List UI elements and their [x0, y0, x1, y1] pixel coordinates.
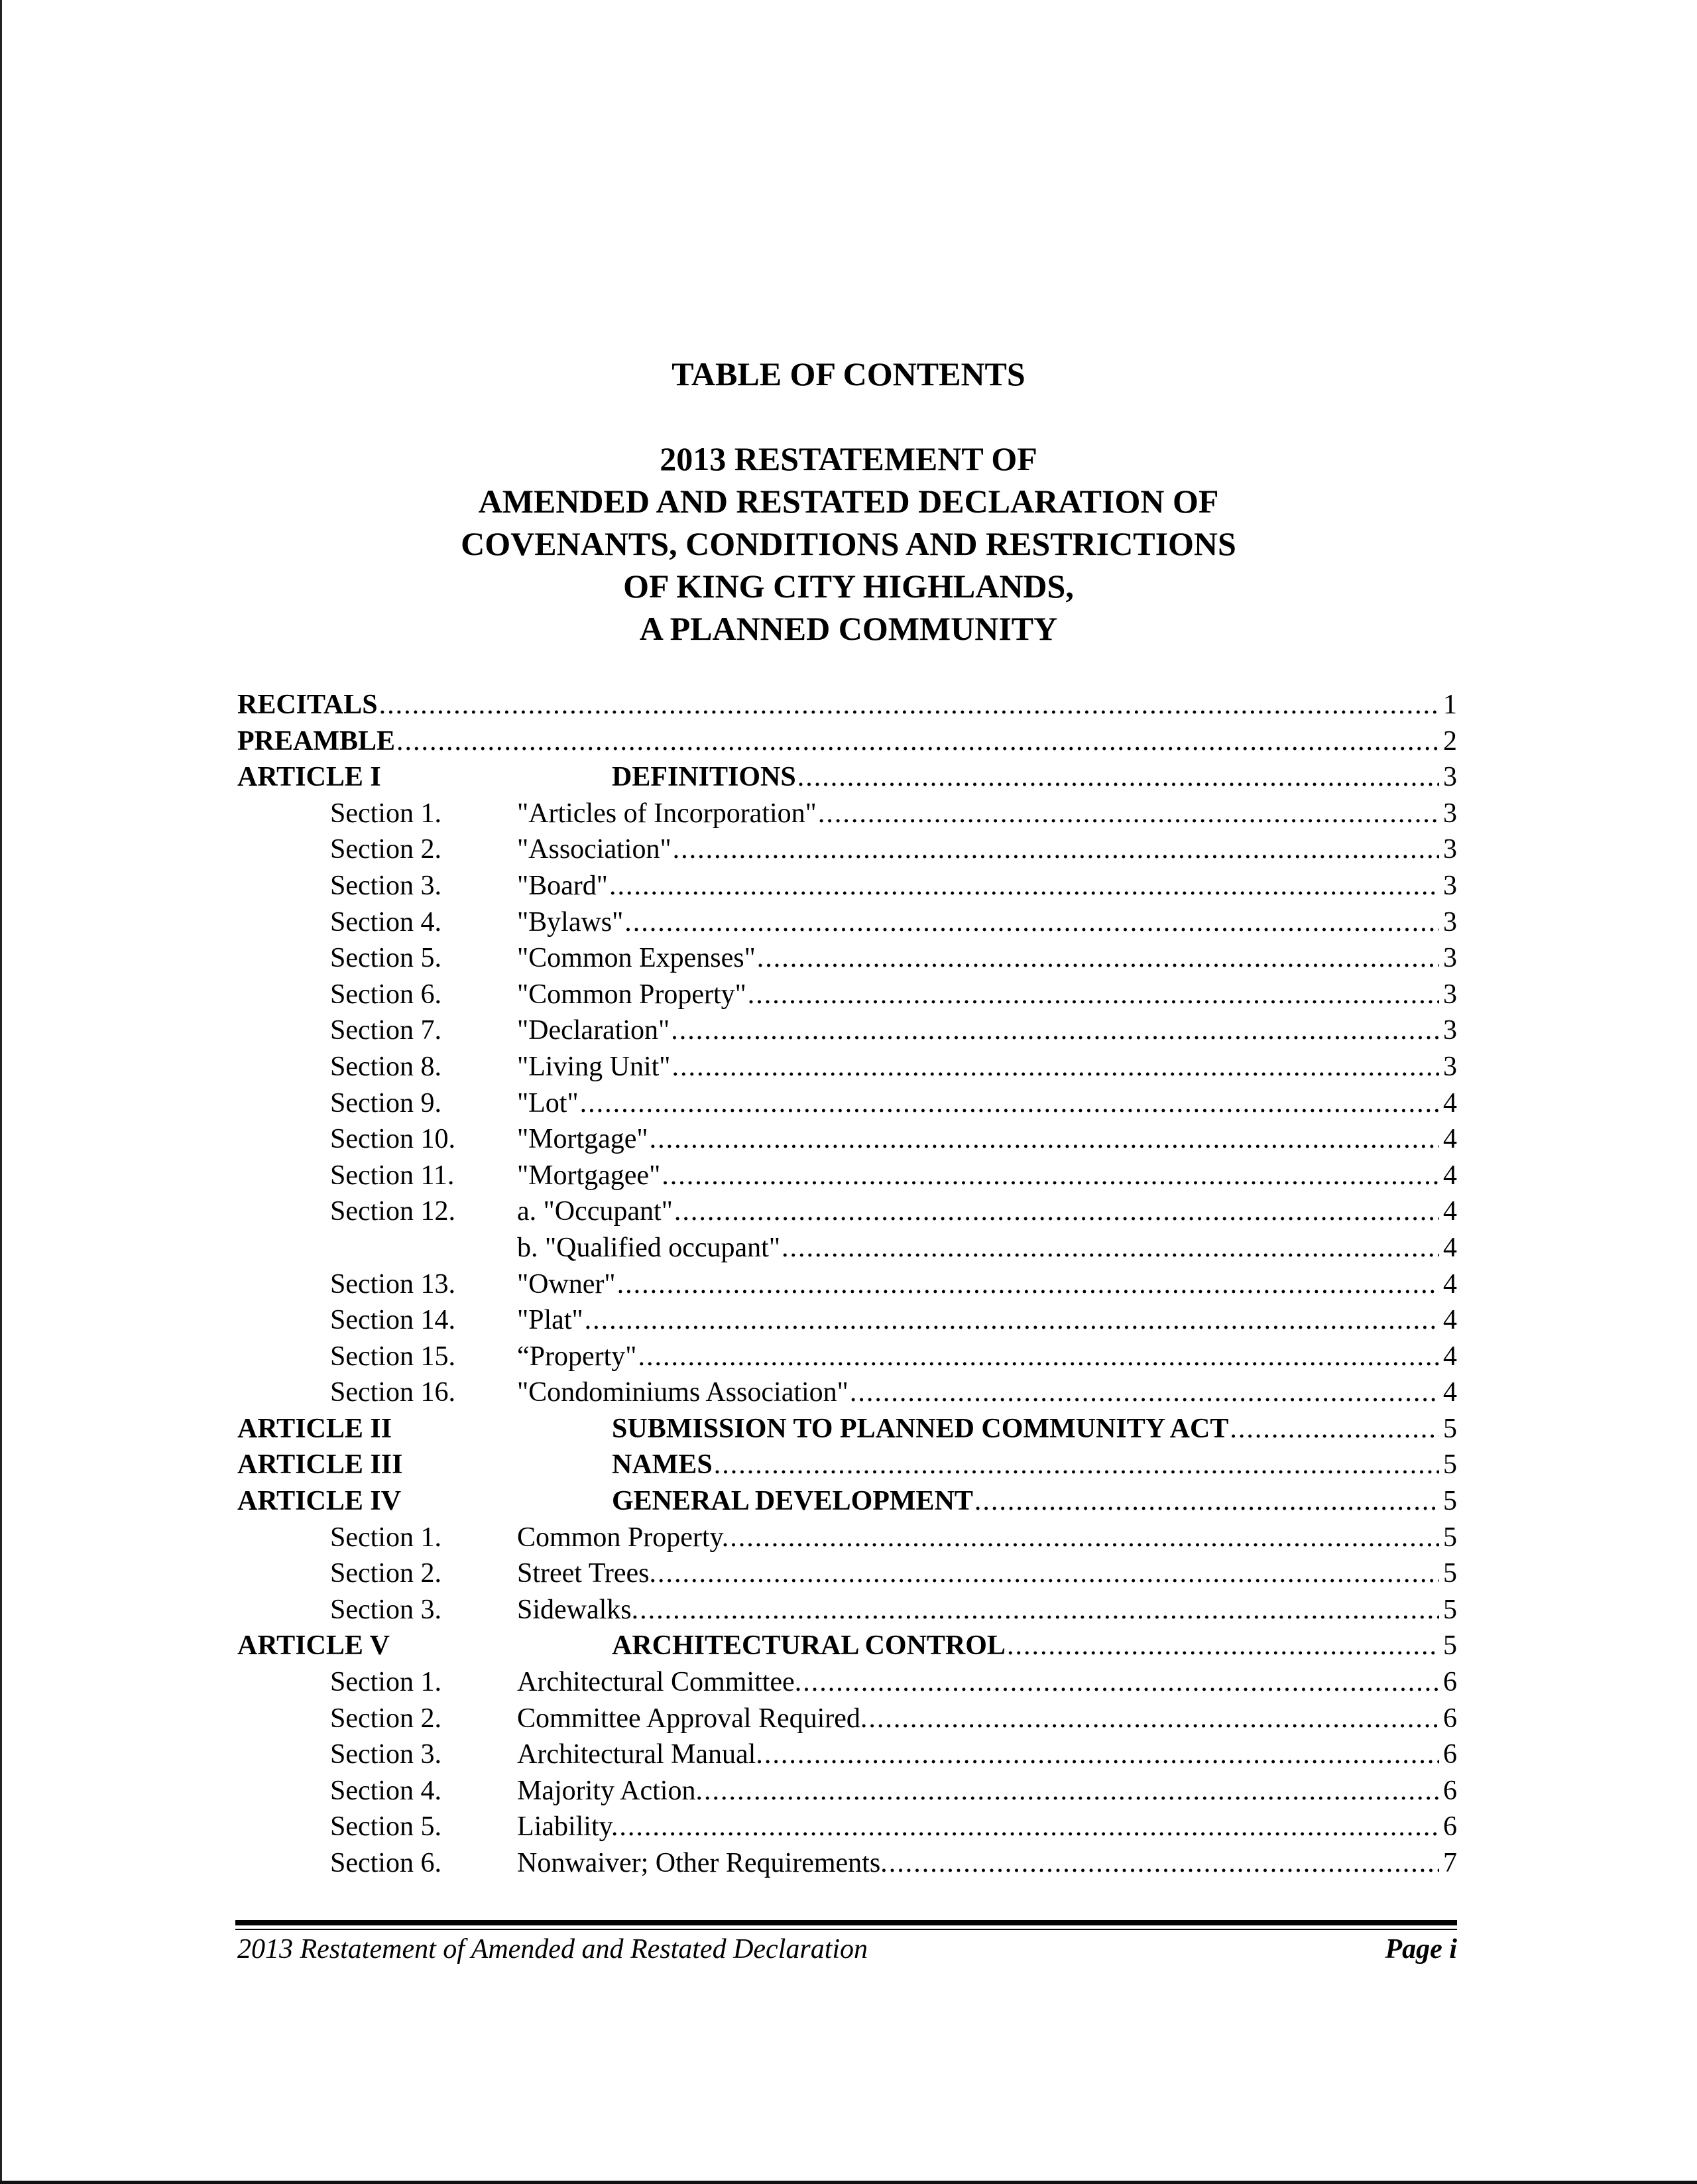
toc-entry-title: "Board"	[517, 870, 608, 901]
dot-leader	[624, 904, 1439, 940]
toc-entry-page: 5	[1443, 1486, 1457, 1517]
footer-page-number: Page i	[1385, 1934, 1457, 1965]
toc-list	[237, 687, 1457, 1882]
toc-entry-title: a. "Occupant"	[517, 1196, 673, 1227]
toc-entry-title: "Living Unit"	[517, 1051, 671, 1082]
toc-entry-title: "Mortgage"	[517, 1124, 648, 1155]
toc-entry-page: 6	[1443, 1811, 1457, 1843]
toc-entry-label: Section 8.	[330, 1051, 441, 1082]
toc-entry-title: GENERAL DEVELOPMENT	[612, 1486, 973, 1517]
document-title-line: AMENDED AND RESTATED DECLARATION OF	[478, 483, 1219, 520]
toc-entry-page: 4	[1443, 1268, 1457, 1300]
toc-entry-page: 4	[1443, 1341, 1457, 1372]
toc-entry-page: 3	[1443, 1015, 1457, 1046]
dot-leader	[1230, 1411, 1439, 1447]
toc-entry-label: Section 4.	[330, 1775, 441, 1806]
toc-entry-page: 6	[1443, 1667, 1457, 1698]
dot-leader	[748, 977, 1439, 1012]
toc-entry[interactable]	[237, 796, 1457, 832]
toc-entry-label: Section 2.	[330, 1703, 441, 1734]
dot-leader	[803, 1664, 1439, 1700]
dot-leader	[609, 868, 1439, 904]
toc-entry-title: DEFINITIONS	[612, 762, 796, 793]
toc-entry[interactable]	[237, 1411, 1457, 1447]
toc-entry-page: 3	[1443, 943, 1457, 974]
toc-entry[interactable]	[237, 1121, 1457, 1158]
toc-entry-title: "Owner"	[517, 1268, 616, 1300]
dot-leader	[658, 1555, 1439, 1591]
dot-leader	[650, 1121, 1439, 1157]
toc-entry-title: "Association"	[517, 834, 672, 865]
toc-entry-label: ARTICLE IV	[237, 1486, 402, 1517]
toc-entry-page: 5	[1443, 1594, 1457, 1625]
toc-entry-page: 2	[1443, 725, 1457, 757]
toc-entry-title: NAMES	[612, 1449, 713, 1481]
toc-entry[interactable]	[237, 1012, 1457, 1049]
dot-leader	[757, 940, 1439, 976]
dot-leader	[1007, 1628, 1439, 1664]
dot-leader	[797, 759, 1439, 795]
toc-entry-page: 4	[1443, 1087, 1457, 1119]
toc-entry-title: "Common Expenses"	[517, 943, 756, 974]
toc-entry-label: Section 15.	[330, 1341, 455, 1372]
document-title-line: COVENANTS, CONDITIONS AND RESTRICTIONS	[461, 525, 1236, 562]
toc-entry[interactable]	[237, 1374, 1457, 1411]
toc-entry[interactable]	[237, 723, 1457, 760]
toc-entry-title: "Declaration"	[517, 1015, 670, 1046]
document-title-line: OF KING CITY HIGHLANDS,	[623, 568, 1074, 605]
toc-entry-page: 4	[1443, 1377, 1457, 1408]
toc-entry-label: Section 3.	[330, 1594, 441, 1625]
toc-entry-page: 7	[1443, 1848, 1457, 1878]
toc-entry-title: "Condominiums Association"	[517, 1377, 848, 1408]
toc-entry-page: 3	[1443, 1051, 1457, 1082]
toc-entry-label: Section 2.	[330, 834, 441, 865]
toc-entry-label: ARTICLE II	[237, 1413, 392, 1444]
dot-leader	[782, 1230, 1439, 1266]
toc-entry-page: 1	[1443, 690, 1457, 720]
toc-entry-title: Common Property.	[517, 1522, 729, 1553]
toc-entry-title: “Property"	[517, 1341, 637, 1372]
dot-leader	[704, 1773, 1439, 1809]
dot-leader	[619, 1809, 1439, 1845]
dot-leader	[818, 796, 1439, 831]
toc-entry-label: Section 1.	[330, 798, 441, 829]
dot-leader	[580, 1085, 1439, 1121]
toc-entry-page: 5	[1443, 1558, 1457, 1589]
toc-entry-title: "Common Property"	[517, 979, 746, 1010]
toc-entry-page: 3	[1443, 906, 1457, 938]
toc-entry-page: 4	[1443, 1160, 1457, 1191]
toc-entry-page: 6	[1443, 1739, 1457, 1770]
dot-leader	[730, 1520, 1439, 1555]
toc-entry-title: Sidewalks.	[517, 1594, 639, 1625]
toc-entry-label: Section 11.	[330, 1160, 455, 1191]
dot-leader	[672, 1049, 1439, 1085]
toc-entry-title: PREAMBLE	[237, 725, 396, 757]
dot-leader	[585, 1302, 1439, 1338]
toc-entry[interactable]	[237, 1302, 1457, 1339]
toc-entry-label: Section 6.	[330, 1848, 441, 1878]
toc-entry-title: Majority Action.	[517, 1775, 703, 1806]
toc-entry-label: Section 1.	[330, 1667, 441, 1698]
toc-entry-page: 3	[1443, 762, 1457, 793]
toc-entry-label: Section 7.	[330, 1015, 441, 1046]
toc-entry[interactable]	[237, 1483, 1457, 1520]
toc-entry-label: Section 4.	[330, 906, 441, 938]
toc-entry[interactable]	[237, 687, 1457, 723]
toc-entry-label: ARTICLE I	[237, 762, 381, 793]
toc-entry-title: Architectural Committee.	[517, 1667, 802, 1698]
toc-entry-page: 4	[1443, 1305, 1457, 1336]
toc-entry-page: 3	[1443, 979, 1457, 1010]
dot-leader	[889, 1845, 1439, 1881]
toc-entry[interactable]	[237, 1520, 1457, 1556]
dot-leader	[671, 1012, 1439, 1048]
toc-entry-page: 5	[1443, 1522, 1457, 1553]
toc-entry-label: Section 3.	[330, 1739, 441, 1770]
toc-entry-title: b. "Qualified occupant"	[517, 1232, 780, 1263]
toc-entry-title: "Lot"	[517, 1087, 579, 1119]
dot-leader	[673, 831, 1439, 867]
toc-entry[interactable]	[237, 1266, 1457, 1303]
toc-entry-label: Section 3.	[330, 870, 441, 901]
toc-entry-label: ARTICLE III	[237, 1449, 403, 1481]
toc-entry[interactable]	[237, 1628, 1457, 1664]
dot-leader	[974, 1483, 1439, 1519]
toc-entry-title: "Articles of Incorporation"	[517, 798, 817, 829]
dot-leader	[764, 1736, 1439, 1772]
toc-entry-title: Architectural Manual.	[517, 1739, 763, 1770]
toc-entry[interactable]	[237, 1049, 1457, 1085]
toc-entry-title: Nonwaiver; Other Requirements.	[517, 1848, 888, 1878]
toc-entry-page: 3	[1443, 798, 1457, 829]
scan-edge-bottom	[0, 2181, 1697, 2184]
toc-entry-label: Section 5.	[330, 943, 441, 974]
document-title	[0, 438, 1697, 650]
toc-entry[interactable]	[237, 831, 1457, 868]
toc-entry-label: Section 6.	[330, 979, 441, 1010]
toc-entry-label: ARTICLE V	[237, 1630, 390, 1662]
dot-leader	[617, 1266, 1439, 1302]
document-title-line: 2013 RESTATEMENT OF	[660, 440, 1037, 477]
toc-entry-label: Section 2.	[330, 1558, 441, 1589]
toc-entry[interactable]	[237, 940, 1457, 977]
toc-entry-label: Section 1.	[330, 1522, 441, 1553]
toc-entry[interactable]	[237, 1809, 1457, 1845]
toc-entry-label: Section 13.	[330, 1268, 455, 1300]
toc-entry-title: "Bylaws"	[517, 906, 624, 938]
dot-leader	[868, 1701, 1439, 1736]
scan-edge-left	[0, 0, 2, 2184]
footer-rule-thin	[235, 1929, 1457, 1930]
toc-entry-label: Section 5.	[330, 1811, 441, 1843]
toc-entry-title: Liability.	[517, 1811, 618, 1843]
dot-leader	[396, 723, 1439, 759]
dot-leader	[638, 1339, 1439, 1374]
toc-entry[interactable]	[237, 1736, 1457, 1773]
toc-entry-title: Street Trees.	[517, 1558, 656, 1589]
dot-leader	[850, 1374, 1439, 1410]
toc-entry[interactable]	[237, 1447, 1457, 1483]
toc-entry[interactable]	[237, 904, 1457, 941]
toc-entry-page: 5	[1443, 1413, 1457, 1444]
footer-rule	[235, 1920, 1457, 1925]
toc-entry-label: Section 10.	[330, 1124, 455, 1155]
toc-entry-page: 4	[1443, 1124, 1457, 1155]
toc-entry-page: 4	[1443, 1232, 1457, 1263]
toc-entry-page: 4	[1443, 1196, 1457, 1227]
toc-entry[interactable]	[237, 1773, 1457, 1809]
toc-entry-label: Section 12.	[330, 1196, 455, 1227]
dot-leader	[379, 687, 1439, 723]
dot-leader	[674, 1193, 1439, 1229]
toc-entry-title: Committee Approval Required.	[517, 1703, 868, 1734]
toc-entry[interactable]	[237, 1339, 1457, 1375]
toc-entry[interactable]	[237, 977, 1457, 1013]
toc-entry-page: 5	[1443, 1449, 1457, 1481]
toc-entry[interactable]	[237, 1193, 1457, 1230]
toc-entry[interactable]	[237, 1230, 1457, 1266]
toc-entry-page: 5	[1443, 1630, 1457, 1662]
toc-entry-title: SUBMISSION TO PLANNED COMMUNITY ACT	[612, 1413, 1229, 1444]
toc-entry-label: Section 16.	[330, 1377, 455, 1408]
toc-entry-title: RECITALS	[237, 690, 378, 720]
toc-entry-page: 6	[1443, 1703, 1457, 1734]
toc-entry-page: 3	[1443, 870, 1457, 901]
toc-entry-title: ARCHITECTURAL CONTROL	[612, 1630, 1006, 1662]
toc-entry-page: 6	[1443, 1775, 1457, 1806]
toc-entry[interactable]	[237, 1085, 1457, 1122]
footer-document-name: 2013 Restatement of Amended and Restated Declaration	[237, 1934, 868, 1965]
toc-entry-page: 3	[1443, 834, 1457, 865]
toc-entry[interactable]	[237, 1664, 1457, 1701]
dot-leader	[662, 1158, 1439, 1193]
toc-entry-label: Section 9.	[330, 1087, 441, 1119]
toc-entry-label: Section 14.	[330, 1305, 455, 1336]
toc-entry[interactable]	[237, 1845, 1457, 1882]
dot-leader	[640, 1592, 1439, 1628]
toc-entry-title: "Plat"	[517, 1305, 583, 1336]
toc-entry[interactable]	[237, 1592, 1457, 1628]
toc-entry[interactable]	[237, 1158, 1457, 1194]
dot-leader	[714, 1447, 1439, 1483]
toc-heading: TABLE OF CONTENTS	[672, 355, 1025, 393]
document-title-line: A PLANNED COMMUNITY	[639, 610, 1058, 647]
toc-entry-title: "Mortgagee"	[517, 1160, 661, 1191]
toc-entry[interactable]	[237, 759, 1457, 796]
toc-entry[interactable]	[237, 1701, 1457, 1737]
toc-entry[interactable]	[237, 1555, 1457, 1592]
toc-entry[interactable]	[237, 868, 1457, 904]
